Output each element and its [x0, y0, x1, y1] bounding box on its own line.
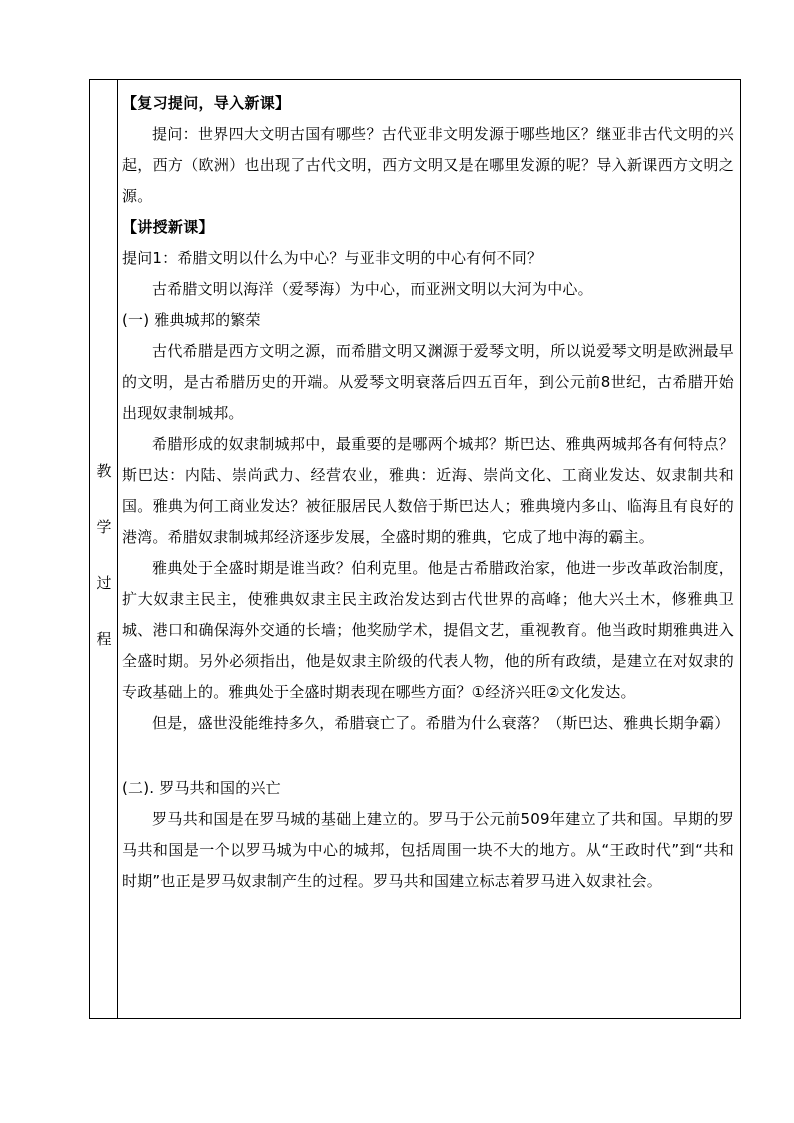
- blank-line: [122, 739, 734, 773]
- part-2-paragraph-1: 罗马共和国是在罗马城的基础上建立的。罗马于公元前509年建立了共和国。早期的罗马共和国是一个以罗马城为中心的城邦，包括周围一块不大的地方。从“王政时代”到“共和时期”也正是罗马奴隶制产生的过程。罗马共和国建立标志着罗马进入奴隶社会。: [122, 810, 734, 890]
- content-cell: [122, 88, 734, 897]
- review-paragraph: 提问：世界四大文明古国有哪些？古代亚非文明发源于哪些地区？继亚非古代文明的兴起，西方（欧洲）也出现了古代文明，西方文明又是在哪里发源的呢？导入新课西方文明之源。: [122, 125, 734, 205]
- lecture-heading: 【讲授新课】: [122, 218, 214, 236]
- label-char-4: 程: [96, 630, 112, 648]
- part-1-paragraph-4: 但是，盛世没能维持多久，希腊衰亡了。希腊为什么衰落？（斯巴达、雅典长期争霸）: [152, 714, 730, 732]
- label-char-1: 教: [96, 462, 112, 480]
- label-char-3: 过: [96, 574, 112, 592]
- teaching-process-label-cell: [90, 80, 118, 1018]
- label-char-2: 学: [96, 518, 112, 536]
- part-1-paragraph-3: 雅典处于全盛时期是谁当政？伯利克里。他是古希腊政治家，他进一步改革政治制度，扩大奴隶主民主，使雅典奴隶主民主政治发达到古代世界的高峰；他大兴土木，修雅典卫城、港口和确保海外交通的长墙；他奖励学术，提倡文艺，重视教育。他当政时期雅典进入全盛时期。另外必须指出，他是奴隶主阶级的代表人物，他的所有政绩，是建立在对奴隶的专政基础上的。雅典处于全盛时期表现在哪些方面？①经济兴旺②文化发达。: [122, 559, 734, 701]
- review-heading: 【复习提问，导入新课】: [122, 94, 291, 112]
- part-1-title: (一) 雅典城邦的繁荣: [122, 311, 261, 329]
- part-2-title: (二). 罗马共和国的兴亡: [122, 779, 281, 797]
- lesson-plan-table: [89, 79, 741, 1019]
- answer-1: 古希腊文明以海洋（爱琴海）为中心，而亚洲文明以大河为中心。: [152, 280, 593, 298]
- part-1-paragraph-2: 希腊形成的奴隶制城邦中，最重要的是哪两个城邦？斯巴达、雅典两城邦各有何特点？斯巴达：内陆、崇尚武力、经营农业，雅典：近海、崇尚文化、工商业发达、奴隶制共和国。雅典为何工商业发达？被征服居民人数倍于斯巴达人；雅典境内多山、临海且有良好的港湾。希腊奴隶制城邦经济逐步发展，全盛时期的雅典，它成了地中海的霸主。: [122, 435, 734, 546]
- question-1: 提问1：希腊文明以什么为中心？与亚非文明的中心有何不同？: [122, 249, 543, 267]
- part-1-paragraph-1: 古代希腊是西方文明之源，而希腊文明又渊源于爱琴文明，所以说爱琴文明是欧洲最早的文明，是古希腊历史的开端。从爱琴文明衰落后四五百年，到公元前8世纪，古希腊开始出现奴隶制城邦。: [122, 342, 734, 422]
